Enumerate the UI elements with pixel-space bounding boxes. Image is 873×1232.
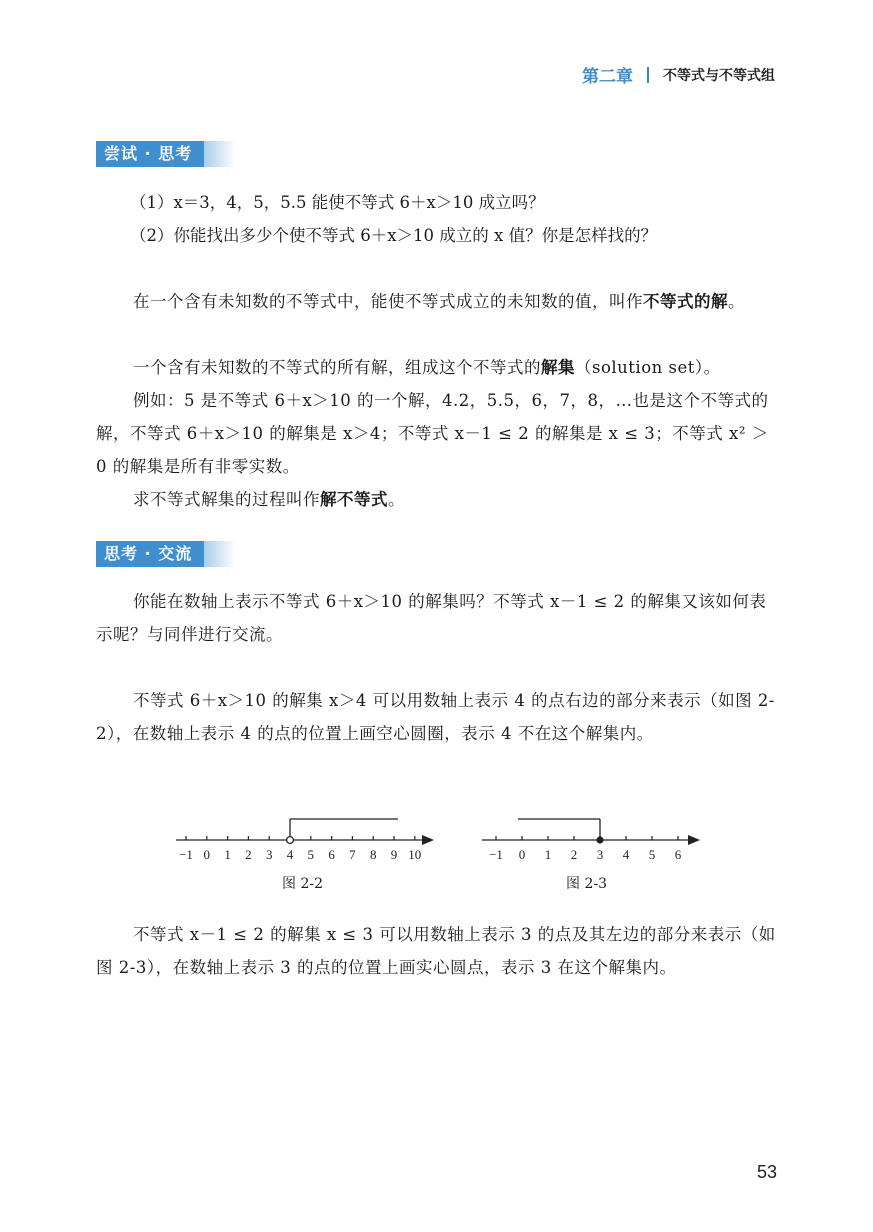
number-line-fig-2-3 — [476, 808, 706, 868]
tick-label: 6 — [328, 847, 335, 862]
discussion-prompt: 你能在数轴上表示不等式 6＋x＞10 的解集吗？不等式 x－1 ≤ 2 的解集又该如何表示呢？与同伴进行交流。 — [96, 592, 767, 644]
tag-fade — [204, 141, 234, 167]
tag-fade — [204, 541, 234, 567]
tick-label: 6 — [674, 847, 682, 862]
explanation-fig-2-2: 不等式 6＋x＞10 的解集 x＞4 可以用数轴上表示 4 的点右边的部分来表示（如图 2-2），在数轴上表示 4 的点的位置上画空心圆圈，表示 4 不在这个解集内。 — [96, 691, 775, 743]
tick-label: 1 — [544, 847, 552, 862]
term-solving: 解不等式 — [320, 490, 388, 509]
tick-label: −1 — [179, 847, 193, 862]
definition-solving-text: 求不等式解集的过程叫作 — [133, 490, 320, 509]
definition-solution-text: 在一个含有未知数的不等式中，能使不等式成立的未知数的值，叫作 — [133, 292, 643, 311]
tick-label: 7 — [349, 847, 356, 862]
tick-label: 4 — [622, 847, 630, 862]
definition-solution-end: 。 — [728, 292, 745, 311]
definition-solution-set — [96, 351, 782, 384]
term-solution-set: 解集 — [541, 358, 575, 377]
tick-label: 2 — [245, 847, 252, 862]
question-2: （2）你能找出多少个使不等式 6＋x＞10 成立的 x 值？你是怎样找的？ — [130, 226, 658, 245]
definition-solution-set-end: （solution set）。 — [575, 358, 721, 377]
chapter-label: 第二章 — [582, 67, 633, 87]
tick-label: 0 — [203, 847, 211, 862]
definition-solving — [96, 483, 782, 516]
section-tag-label: 尝试 · 思考 — [96, 141, 204, 167]
term-solution: 不等式的解 — [643, 292, 728, 311]
header-divider — [647, 67, 649, 83]
tick-label: 1 — [224, 847, 231, 862]
section-tag-think-discuss — [96, 541, 234, 567]
definition-solution-set-text: 一个含有未知数的不等式的所有解，组成这个不等式的 — [133, 358, 541, 377]
definition-solving-end: 。 — [388, 490, 405, 509]
definition-solution — [96, 285, 782, 318]
open-circle-marker — [287, 837, 294, 844]
tick-label: 2 — [570, 847, 578, 862]
page-number: 53 — [756, 1162, 777, 1182]
explanation-fig-2-3: 不等式 x－1 ≤ 2 的解集 x ≤ 3 可以用数轴上表示 3 的点及其左边的部分来表示（如图 2-3），在数轴上表示 3 的点的位置上画实心圆点，表示 3 在这个解集内。 — [96, 925, 776, 977]
tick-label: 8 — [369, 847, 377, 862]
example-paragraph: 例如：5 是不等式 6＋x＞10 的一个解，4.2，5.5，6，7，8，…也是这个不等式的解，不等式 6＋x＞10 的解集是 x＞4；不等式 x－1 ≤ 2 的解集是 x ≤ 3；不等式 x² ＞ 0 的解集是所有非零实数。 — [96, 391, 769, 476]
number-line-fig-2-2 — [170, 808, 440, 868]
section-tag-try-think — [96, 141, 234, 167]
question-1: （1）x＝3，4，5，5.5 能使不等式 6＋x＞10 成立吗？ — [130, 193, 545, 212]
axis-arrow — [688, 835, 700, 845]
axis-arrow — [422, 835, 434, 845]
tick-label: 4 — [286, 847, 294, 862]
chapter-title: 不等式与不等式组 — [663, 67, 775, 84]
closed-dot-marker — [596, 836, 603, 843]
tick-label: −1 — [489, 847, 503, 862]
tick-label: 10 — [408, 847, 422, 862]
figure-caption-2-3: 图 2-3 — [566, 876, 607, 892]
section-tag-label: 思考 · 交流 — [96, 541, 204, 567]
tick-label: 9 — [390, 847, 398, 862]
running-header — [582, 62, 775, 87]
tick-label: 3 — [265, 847, 273, 862]
figure-caption-2-2: 图 2-2 — [282, 876, 323, 892]
tick-label: 0 — [518, 847, 526, 862]
tick-label: 5 — [307, 847, 315, 862]
tick-label: 5 — [648, 847, 656, 862]
tick-label: 3 — [596, 847, 604, 862]
